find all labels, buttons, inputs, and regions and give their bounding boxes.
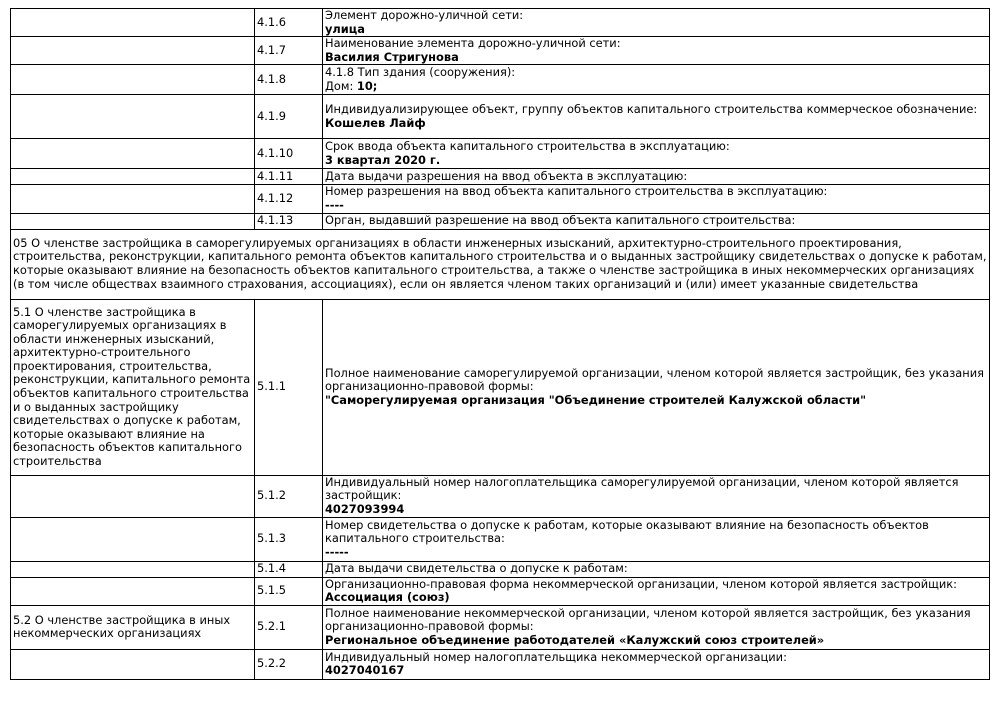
row-label: Полное наименование некоммерческой организации, членом которой является застройщик, без указания организационно-правовой формы: — [325, 605, 971, 634]
declaration-table — [10, 8, 990, 680]
row-number: 4.1.8 — [255, 65, 323, 95]
section-5-1-title: 5.1 О членстве застройщика в саморегулируемых организациях в области инженерных изысканий, архитектурно-строительного проектирования, строительства, реконструкции, капитального ремонта объектов капитального строительства и о выданных застройщику свидетельствах о допуске к работам, которые оказывают влияние на безопасность объектов капитального строительства — [11, 299, 255, 475]
row-value: ----- — [325, 544, 349, 559]
row-number: 5.1.2 — [255, 475, 323, 517]
section-header-row — [11, 229, 990, 299]
table-row — [11, 95, 990, 139]
row-number: 5.1.3 — [255, 517, 323, 561]
row-number: 4.1.9 — [255, 95, 323, 139]
row-content — [323, 605, 990, 649]
empty-cell — [11, 95, 255, 139]
table-row — [11, 475, 990, 517]
row-label: Элемент дорожно-уличной сети: — [325, 8, 524, 22]
row-value: Кошелев Лайф — [325, 115, 426, 130]
row-label: Полное наименование саморегулируемой организации, членом которой является застройщик, без указания организационно-правовой формы: — [325, 365, 984, 394]
table-row — [11, 169, 990, 185]
row-number: 5.1.1 — [255, 299, 323, 475]
row-value: 10; — [356, 78, 378, 93]
row-number: 5.1.4 — [255, 561, 323, 577]
table-row — [11, 605, 990, 649]
row-label: Индивидуальный номер налогоплательщика саморегулируемой организации, членом которой является застройщик: — [325, 474, 959, 503]
section-5-header: 05 О членстве застройщика в саморегулируемых организациях в области инженерных изысканий, архитектурно-строительного проектирования, строительства, реконструкции, капитального ремонта объектов капитального строительства и о выданных застройщику свидетельствах о допуске к работам, которые оказывают влияние на безопасность объектов капитального строительства, а также о членстве застройщика в иных некоммерческих организациях (в том числе обществах взаимного страхования, ассоциациях), если он является членом таких организаций и (или) имеет указанные свидетельства — [11, 229, 990, 299]
row-label: Срок ввода объекта капитального строительства в эксплуатацию: — [325, 139, 730, 154]
row-number: 4.1.11 — [255, 169, 323, 185]
row-number: 5.2.2 — [255, 649, 323, 679]
row-label: Наименование элемента дорожно-уличной сети: — [325, 36, 621, 51]
row-number: 5.1.5 — [255, 577, 323, 605]
table-row — [11, 185, 990, 213]
empty-cell — [11, 213, 255, 229]
empty-cell — [11, 561, 255, 577]
row-value: ---- — [325, 197, 344, 212]
row-content — [323, 213, 990, 229]
empty-cell — [11, 649, 255, 679]
row-label: Дата выдачи свидетельства о допуске к работам: — [325, 561, 628, 576]
row-content — [323, 65, 990, 95]
empty-cell — [11, 169, 255, 185]
empty-cell — [11, 65, 255, 95]
row-label: Номер разрешения на ввод объекта капитального строительства в эксплуатацию: — [325, 184, 828, 199]
row-content — [323, 649, 990, 679]
row-content — [323, 9, 990, 37]
table-row — [11, 213, 990, 229]
row-value-prefix: Дом: — [325, 78, 357, 93]
row-value: Ассоциация (союз) — [325, 590, 450, 605]
table-row — [11, 9, 990, 37]
row-number: 5.2.1 — [255, 605, 323, 649]
row-number: 4.1.10 — [255, 139, 323, 169]
table-row — [11, 65, 990, 95]
section-5-2-title: 5.2 О членстве застройщика в иных некоммерческих организациях — [11, 605, 255, 649]
row-value: улица — [325, 21, 365, 36]
row-value: Региональное объединение работодателей «Калужский союз строителей» — [325, 633, 825, 648]
row-label: Индивидуальный номер налогоплательщика некоммерческой организации: — [325, 649, 787, 664]
empty-cell — [11, 475, 255, 517]
row-content — [323, 139, 990, 169]
table-row — [11, 517, 990, 561]
row-content — [323, 517, 990, 561]
table-row — [11, 299, 990, 475]
table-row — [11, 649, 990, 679]
row-content — [323, 561, 990, 577]
row-number: 4.1.12 — [255, 185, 323, 213]
row-value: 3 квартал 2020 г. — [325, 152, 441, 167]
row-number: 4.1.7 — [255, 37, 323, 65]
row-content — [323, 577, 990, 605]
empty-cell — [11, 37, 255, 65]
row-value: 4027093994 — [325, 501, 405, 516]
row-content — [323, 169, 990, 185]
row-content — [323, 475, 990, 517]
row-label: Орган, выдавший разрешение на ввод объекта капитального строительства: — [325, 213, 796, 228]
row-content — [323, 185, 990, 213]
row-content — [323, 299, 990, 475]
row-content — [323, 95, 990, 139]
row-label: Организационно-правовая форма некоммерческой организации, членом которой является застройщик: — [325, 576, 958, 591]
row-label: Номер свидетельства о допуске к работам, которые оказывают влияние на безопасность объектов капитального строительства: — [325, 517, 929, 546]
table-row — [11, 577, 990, 605]
row-content — [323, 37, 990, 65]
row-value-line — [325, 80, 988, 94]
empty-cell — [11, 139, 255, 169]
row-number: 4.1.13 — [255, 213, 323, 229]
table-row — [11, 561, 990, 577]
row-value: Василия Стригунова — [325, 49, 459, 64]
row-value: 4027040167 — [325, 663, 405, 678]
empty-cell — [11, 9, 255, 37]
empty-cell — [11, 517, 255, 561]
table-row — [11, 139, 990, 169]
row-label: Индивидуализирующее объект, группу объектов капитального строительства коммерческое обозначение: — [325, 102, 978, 117]
empty-cell — [11, 185, 255, 213]
row-label: 4.1.8 Тип здания (сооружения): — [325, 65, 516, 80]
row-number: 4.1.6 — [255, 9, 323, 37]
row-value: "Саморегулируемая организация "Объединение строителей Калужской области" — [325, 392, 867, 407]
empty-cell — [11, 577, 255, 605]
table-row — [11, 37, 990, 65]
row-label: Дата выдачи разрешения на ввод объекта в эксплуатацию: — [325, 169, 688, 184]
